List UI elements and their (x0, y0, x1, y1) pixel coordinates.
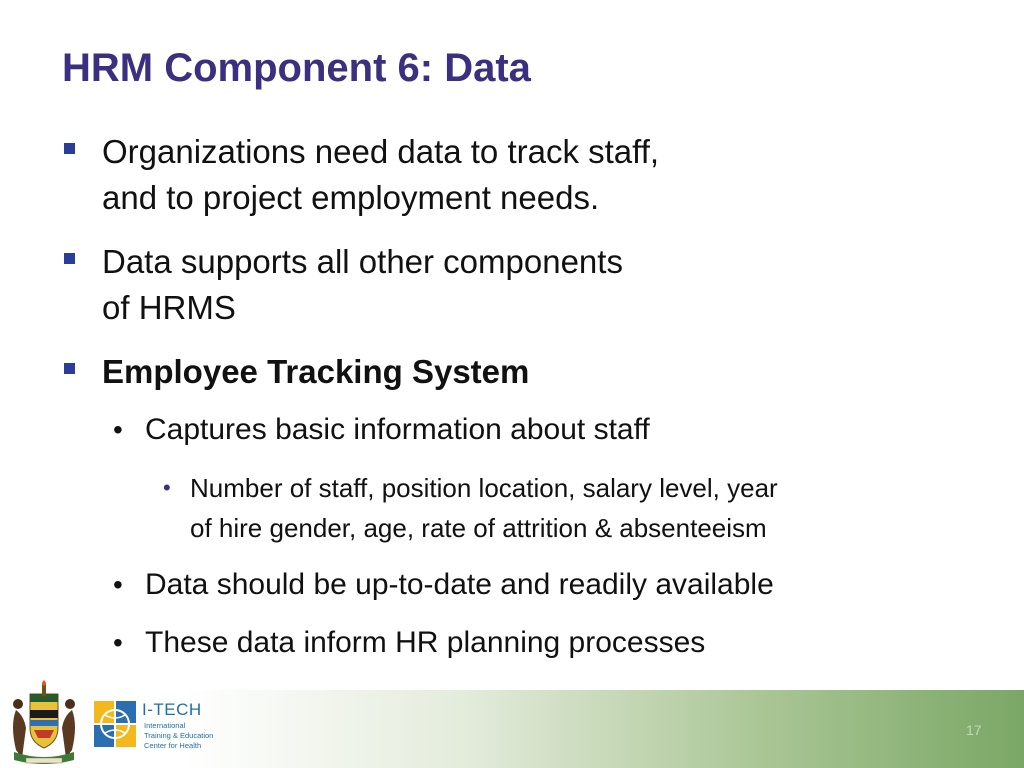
itech-subtitle-line: Training & Education (144, 731, 214, 740)
sub-sub-bullet-text: Number of staff, position location, salary level, year (190, 473, 778, 503)
bullet-text-continued: and to project employment needs. (102, 179, 600, 216)
sub-bullet-text: These data inform HR planning processes (145, 626, 706, 659)
square-bullet-icon (64, 143, 75, 154)
sub-sub-bullet-text-continued: of hire gender, age, rate of attrition & absenteeism (190, 513, 767, 543)
page-number: 17 (966, 722, 982, 738)
itech-subtitle-line: International (144, 721, 186, 730)
sub-bullet-text: Captures basic information about staff (145, 413, 650, 446)
dot-bullet-icon: • (113, 414, 123, 445)
square-bullet-icon (64, 363, 75, 374)
bullet-text: Organizations need data to track staff, (102, 133, 660, 170)
dot-bullet-icon: • (163, 475, 171, 500)
itech-subtitle-line: Center for Health (144, 741, 202, 750)
bullet-text-bold: Employee Tracking System (102, 353, 530, 390)
slide-title: HRM Component 6: Data (62, 46, 531, 90)
dot-bullet-icon: • (113, 569, 123, 600)
bullet-text-continued: of HRMS (102, 289, 236, 326)
itech-globe-logo-icon (94, 701, 136, 747)
sub-bullet-text: Data should be up-to-date and readily available (145, 568, 774, 601)
square-bullet-icon (64, 253, 75, 264)
bullet-text: Data supports all other components (102, 243, 623, 280)
dot-bullet-icon: • (113, 627, 123, 658)
itech-brand-name: I-TECH (142, 700, 202, 719)
tanzania-coat-of-arms-icon (6, 680, 82, 766)
